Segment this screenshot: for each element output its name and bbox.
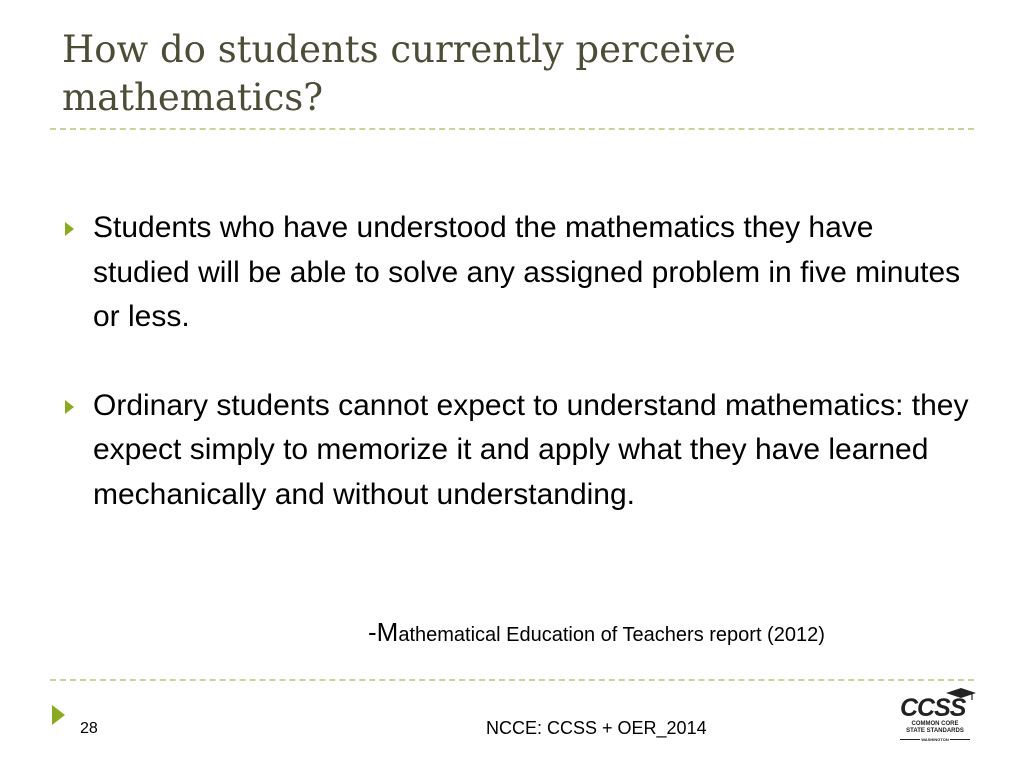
citation: [368, 617, 825, 648]
logo-main-text: CCSS: [900, 694, 966, 722]
citation-lead: -M: [368, 617, 399, 647]
logo-line-2: STATE STANDARDS: [906, 728, 964, 734]
logo-line-3: WASHINGTON: [921, 737, 949, 742]
bullet-text: Ordinary students cannot expect to understand mathematics: they expect simply to memorize it and apply what they have learned mechanically and without understanding.: [93, 388, 969, 511]
bullet-item: [62, 384, 972, 518]
bullet-text: Students who have understood the mathematics they have studied will be able to solve any assigned problem in five minutes or less.: [93, 211, 961, 333]
logo-rule-right: [950, 739, 970, 740]
footer-text: NCCE: CCSS + OER_2014: [486, 718, 707, 738]
citation-rest: athematical Education of Teachers report (2012): [398, 624, 825, 646]
logo-line-1: COMMON CORE: [911, 721, 959, 727]
bullet-item: [62, 206, 972, 340]
footer-divider: [50, 679, 974, 681]
page-number: 28: [80, 720, 98, 737]
bullet-list: [62, 206, 972, 561]
title-divider: [50, 128, 974, 130]
bullet-arrow-icon: [65, 400, 74, 414]
bullet-arrow-icon: [65, 222, 74, 236]
ccss-logo: [898, 688, 978, 750]
slide-title: How do students currently perceive mathematics?: [62, 28, 736, 119]
footer-arrow-icon: [52, 705, 65, 725]
